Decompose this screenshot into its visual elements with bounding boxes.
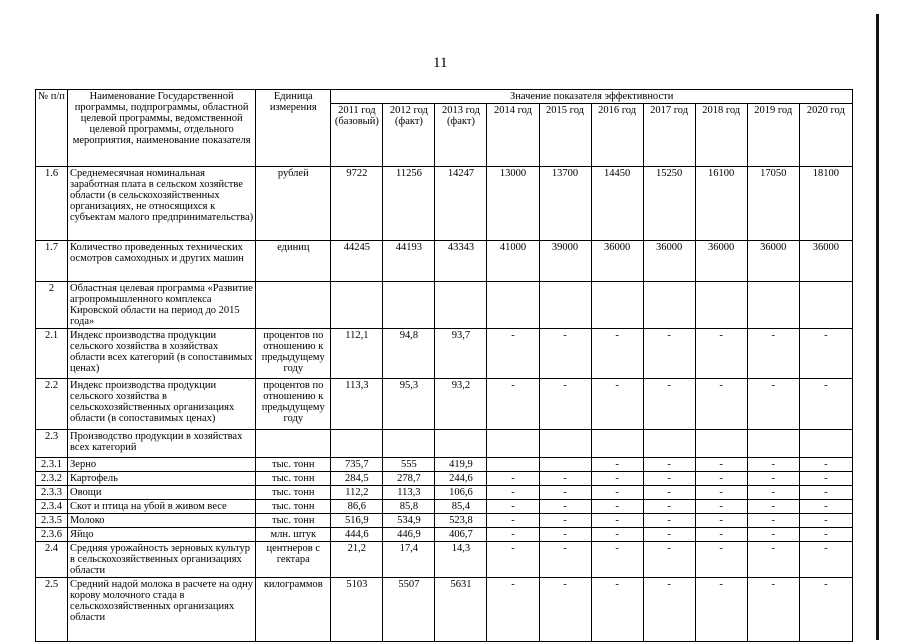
header-year: 2012 год (факт) [383, 104, 435, 167]
value-cell: 95,3 [383, 379, 435, 430]
value-cell: - [643, 379, 695, 430]
value-cell: - [539, 500, 591, 514]
unit-cell: тыс. тонн [256, 458, 331, 472]
header-unit: Единица измерения [256, 90, 331, 167]
value-cell: 14450 [591, 167, 643, 241]
row-number: 2.2 [36, 379, 68, 430]
row-number: 1.6 [36, 167, 68, 241]
value-cell: 9722 [331, 167, 383, 241]
header-values-group: Значение показателя эффективности [331, 90, 853, 104]
row-number: 2 [36, 282, 68, 329]
value-cell: 85,8 [383, 500, 435, 514]
value-cell: 5507 [383, 578, 435, 642]
indicator-name: Индекс производства продукции сельского хозяйства в хозяйствах области всех категорий (в сопоставимых ценах) [68, 329, 256, 379]
unit-cell: тыс. тонн [256, 486, 331, 500]
value-cell: 36000 [799, 241, 852, 282]
unit-cell [256, 430, 331, 458]
value-cell: 534,9 [383, 514, 435, 528]
value-cell: - [747, 500, 799, 514]
indicator-name: Среднемесячная номинальная заработная плата в сельском хозяйстве области (в сельскохозяйственных организациях, не относящихся к субъектам малого предпринимательства) [68, 167, 256, 241]
value-cell: 446,9 [383, 528, 435, 542]
value-cell: 444,6 [331, 528, 383, 542]
row-number: 2.3.4 [36, 500, 68, 514]
value-cell: 13000 [487, 167, 539, 241]
value-cell [487, 282, 539, 329]
value-cell [435, 282, 487, 329]
value-cell: - [747, 528, 799, 542]
value-cell: - [695, 500, 747, 514]
indicator-name: Индекс производства продукции сельского хозяйства в сельскохозяйственных организациях области (в сопоставимых ценах) [68, 379, 256, 430]
value-cell: - [539, 329, 591, 379]
value-cell [487, 430, 539, 458]
indicator-name: Областная целевая программа «Развитие агропромышленного комплекса Кировской области на период до 2015 года» [68, 282, 256, 329]
value-cell: - [487, 578, 539, 642]
value-cell: 44193 [383, 241, 435, 282]
value-cell: - [539, 542, 591, 578]
value-cell: 284,5 [331, 472, 383, 486]
value-cell [435, 430, 487, 458]
value-cell: - [643, 472, 695, 486]
value-cell: - [747, 379, 799, 430]
value-cell: - [747, 329, 799, 379]
unit-cell: центнеров с гектара [256, 542, 331, 578]
value-cell: - [487, 472, 539, 486]
value-cell: - [747, 486, 799, 500]
header-year: 2020 год [799, 104, 852, 167]
header-year: 2011 год (базовый) [331, 104, 383, 167]
value-cell: 14247 [435, 167, 487, 241]
value-cell [591, 430, 643, 458]
value-cell: - [695, 379, 747, 430]
table-row [36, 430, 853, 458]
value-cell: 86,6 [331, 500, 383, 514]
value-cell: - [487, 500, 539, 514]
header-name: Наименование Государственной программы, подпрограммы, областной целевой программы, ведомственной целевой программы, отдельного мероприятия, наименование показателя [68, 90, 256, 167]
value-cell: 36000 [591, 241, 643, 282]
table-row [36, 241, 853, 282]
value-cell: - [643, 486, 695, 500]
value-cell: 523,8 [435, 514, 487, 528]
value-cell: 555 [383, 458, 435, 472]
value-cell: - [695, 472, 747, 486]
row-number: 2.1 [36, 329, 68, 379]
value-cell [695, 282, 747, 329]
value-cell [747, 430, 799, 458]
value-cell [695, 430, 747, 458]
value-cell [643, 282, 695, 329]
value-cell: - [643, 329, 695, 379]
indicator-name: Яйцо [68, 528, 256, 542]
header-number: № п/п [36, 90, 68, 167]
value-cell [799, 282, 852, 329]
row-number: 2.3.5 [36, 514, 68, 528]
table-row [36, 486, 853, 500]
value-cell [383, 430, 435, 458]
value-cell: - [747, 514, 799, 528]
value-cell: 113,3 [383, 486, 435, 500]
value-cell: - [487, 542, 539, 578]
table-row [36, 578, 853, 642]
row-number: 2.3 [36, 430, 68, 458]
value-cell [643, 430, 695, 458]
value-cell: 11256 [383, 167, 435, 241]
value-cell: 44245 [331, 241, 383, 282]
value-cell: - [643, 542, 695, 578]
value-cell: - [747, 472, 799, 486]
indicator-name: Количество проведенных технических осмотров самоходных и других машин [68, 241, 256, 282]
indicator-name: Скот и птица на убой в живом весе [68, 500, 256, 514]
value-cell: 41000 [487, 241, 539, 282]
value-cell: - [799, 458, 852, 472]
row-number: 2.3.6 [36, 528, 68, 542]
page-number: 11 [433, 55, 448, 71]
header-year: 2014 год [487, 104, 539, 167]
header-year: 2013 год (факт) [435, 104, 487, 167]
value-cell: 18100 [799, 167, 852, 241]
value-cell: - [591, 458, 643, 472]
unit-cell: млн. штук [256, 528, 331, 542]
value-cell [331, 430, 383, 458]
value-cell: - [695, 329, 747, 379]
value-cell: 85,4 [435, 500, 487, 514]
table-row [36, 472, 853, 486]
value-cell: - [487, 528, 539, 542]
value-cell: - [643, 578, 695, 642]
unit-cell: рублей [256, 167, 331, 241]
value-cell [799, 430, 852, 458]
value-cell [747, 282, 799, 329]
value-cell: 14,3 [435, 542, 487, 578]
value-cell: - [591, 514, 643, 528]
value-cell: 17,4 [383, 542, 435, 578]
table-row [36, 329, 853, 379]
value-cell [331, 282, 383, 329]
value-cell: 93,2 [435, 379, 487, 430]
header-year: 2016 год [591, 104, 643, 167]
value-cell: - [591, 379, 643, 430]
value-cell [539, 282, 591, 329]
table-row [36, 528, 853, 542]
value-cell: - [539, 379, 591, 430]
header-year: 2019 год [747, 104, 799, 167]
indicator-name: Средняя урожайность зерновых культур в сельскохозяйственных организациях области [68, 542, 256, 578]
value-cell: - [643, 500, 695, 514]
value-cell: - [539, 578, 591, 642]
row-number: 2.3.2 [36, 472, 68, 486]
value-cell: - [591, 329, 643, 379]
value-cell: - [799, 379, 852, 430]
value-cell: - [799, 329, 852, 379]
value-cell: - [695, 486, 747, 500]
table-row [36, 167, 853, 241]
unit-cell: единиц [256, 241, 331, 282]
value-cell: 93,7 [435, 329, 487, 379]
value-cell: - [539, 472, 591, 486]
table-row [36, 282, 853, 329]
value-cell [487, 458, 539, 472]
value-cell [383, 282, 435, 329]
unit-cell: процентов по отношению к предыдущему году [256, 329, 331, 379]
unit-cell: тыс. тонн [256, 514, 331, 528]
value-cell: 36000 [747, 241, 799, 282]
value-cell: - [591, 486, 643, 500]
header-year: 2018 год [695, 104, 747, 167]
value-cell: - [747, 578, 799, 642]
value-cell: 516,9 [331, 514, 383, 528]
table-row [36, 500, 853, 514]
value-cell: 13700 [539, 167, 591, 241]
value-cell: 15250 [643, 167, 695, 241]
value-cell: - [539, 514, 591, 528]
value-cell: 112,1 [331, 329, 383, 379]
value-cell: 5631 [435, 578, 487, 642]
unit-cell: тыс. тонн [256, 472, 331, 486]
value-cell: 113,3 [331, 379, 383, 430]
unit-cell [256, 282, 331, 329]
value-cell [539, 458, 591, 472]
value-cell: 16100 [695, 167, 747, 241]
indicator-name: Картофель [68, 472, 256, 486]
unit-cell: процентов по отношению к предыдущему году [256, 379, 331, 430]
value-cell: 406,7 [435, 528, 487, 542]
value-cell: - [487, 329, 539, 379]
value-cell: - [643, 528, 695, 542]
value-cell: 278,7 [383, 472, 435, 486]
value-cell: - [799, 500, 852, 514]
value-cell: - [695, 528, 747, 542]
value-cell: 17050 [747, 167, 799, 241]
row-number: 1.7 [36, 241, 68, 282]
value-cell: - [799, 514, 852, 528]
value-cell: - [799, 578, 852, 642]
header-year: 2015 год [539, 104, 591, 167]
indicator-name: Производство продукции в хозяйствах всех категорий [68, 430, 256, 458]
value-cell: - [747, 542, 799, 578]
row-number: 2.3.1 [36, 458, 68, 472]
value-cell: - [643, 458, 695, 472]
value-cell: - [695, 458, 747, 472]
value-cell: 244,6 [435, 472, 487, 486]
value-cell [591, 282, 643, 329]
value-cell: 5103 [331, 578, 383, 642]
value-cell: - [643, 514, 695, 528]
table-row [36, 458, 853, 472]
value-cell: - [695, 542, 747, 578]
page-margin-line [876, 14, 879, 640]
unit-cell: тыс. тонн [256, 500, 331, 514]
value-cell: 112,2 [331, 486, 383, 500]
header-year: 2017 год [643, 104, 695, 167]
value-cell: - [799, 472, 852, 486]
value-cell: - [487, 486, 539, 500]
value-cell: - [591, 500, 643, 514]
table-row [36, 514, 853, 528]
value-cell: 43343 [435, 241, 487, 282]
unit-cell: килограммов [256, 578, 331, 642]
value-cell: - [487, 379, 539, 430]
value-cell: 735,7 [331, 458, 383, 472]
value-cell: - [799, 486, 852, 500]
indicator-name: Овощи [68, 486, 256, 500]
value-cell: 94,8 [383, 329, 435, 379]
value-cell: - [487, 514, 539, 528]
indicators-table [35, 89, 853, 642]
value-cell: - [799, 542, 852, 578]
value-cell: 419,9 [435, 458, 487, 472]
value-cell: - [539, 528, 591, 542]
value-cell: 106,6 [435, 486, 487, 500]
value-cell: 21,2 [331, 542, 383, 578]
value-cell: - [591, 542, 643, 578]
value-cell [539, 430, 591, 458]
value-cell: - [591, 472, 643, 486]
value-cell: 36000 [695, 241, 747, 282]
indicator-name: Молоко [68, 514, 256, 528]
value-cell: - [695, 514, 747, 528]
value-cell: - [591, 578, 643, 642]
table-row [36, 379, 853, 430]
value-cell: - [799, 528, 852, 542]
row-number: 2.4 [36, 542, 68, 578]
value-cell: - [539, 486, 591, 500]
value-cell: - [747, 458, 799, 472]
table-row [36, 542, 853, 578]
value-cell: - [695, 578, 747, 642]
value-cell: 39000 [539, 241, 591, 282]
value-cell: - [591, 528, 643, 542]
row-number: 2.3.3 [36, 486, 68, 500]
row-number: 2.5 [36, 578, 68, 642]
indicator-name: Зерно [68, 458, 256, 472]
value-cell: 36000 [643, 241, 695, 282]
indicator-name: Средний надой молока в расчете на одну корову молочного стада в сельскохозяйственных организациях области [68, 578, 256, 642]
